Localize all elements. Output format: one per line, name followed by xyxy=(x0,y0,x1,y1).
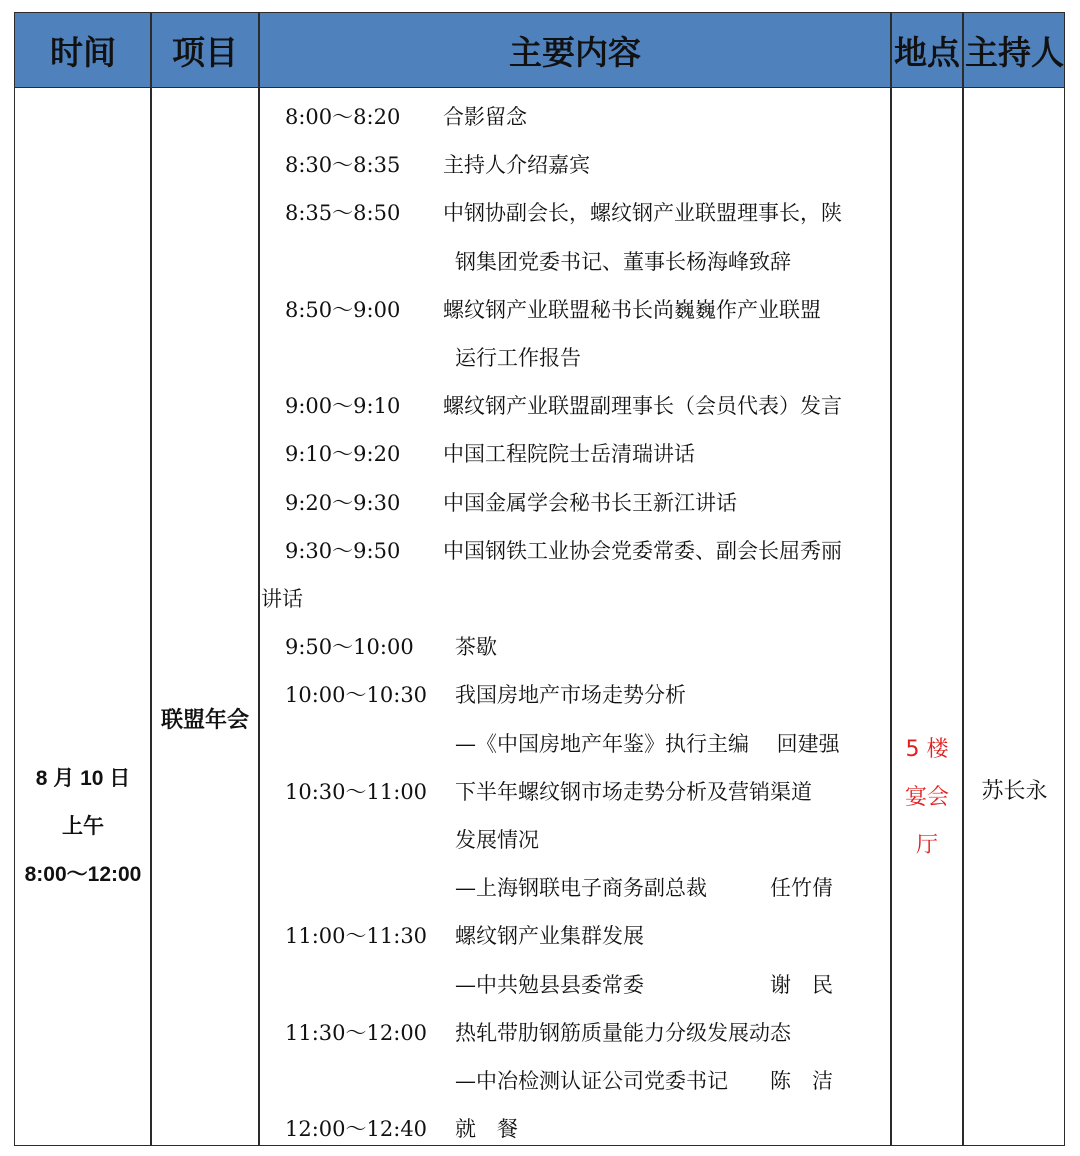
program-time: 11:00～11:30 xyxy=(285,924,428,949)
program-time: 8:30～8:35 xyxy=(285,153,401,178)
header-host: 主持人 xyxy=(965,32,1064,72)
program-line xyxy=(259,147,891,183)
program-line xyxy=(259,726,891,762)
program-time: 9:00～9:10 xyxy=(285,394,401,419)
program-time: 9:20～9:30 xyxy=(285,490,401,515)
program-time: 12:00～12:40 xyxy=(285,1117,428,1142)
program-text: 茶歇 xyxy=(455,635,497,660)
program-time: 8:00～8:20 xyxy=(285,105,401,129)
program-line xyxy=(259,388,891,424)
program-text: —中共勉县县委常委 谢 民 xyxy=(455,972,833,997)
program-line xyxy=(259,1015,891,1051)
program-line xyxy=(259,340,891,376)
program-text: 螺纹钢产业联盟秘书长尚巍巍作产业联盟 xyxy=(443,297,821,322)
period-text: 上午 xyxy=(62,815,104,838)
program-line xyxy=(259,629,891,665)
host-cell: 苏长永 xyxy=(981,779,1048,804)
program-text: 就 餐 xyxy=(455,1117,518,1142)
program-time: 8:35～8:50 xyxy=(285,201,401,226)
program-line xyxy=(259,195,891,231)
date-cell xyxy=(15,755,151,899)
program-time: 9:10～9:20 xyxy=(285,442,401,467)
program-time: 11:30～12:00 xyxy=(285,1020,428,1045)
program-line xyxy=(259,485,891,521)
venue-line: 5 楼 xyxy=(905,737,949,762)
venue-cell xyxy=(891,726,963,870)
program-line xyxy=(259,774,891,810)
date-text: 8 月 10 日 xyxy=(35,767,131,790)
program-line xyxy=(259,1111,891,1147)
header-content: 主要内容 xyxy=(509,32,641,72)
program-line xyxy=(259,918,891,954)
time-range-text: 8:00～12:00 xyxy=(24,863,142,886)
item-cell: 联盟年会 xyxy=(160,708,249,733)
program-text: 发展情况 xyxy=(455,828,539,852)
table-header xyxy=(15,13,1064,88)
program-text: 中国工程院院士岳清瑞讲话 xyxy=(443,442,695,467)
program-text: —中冶检测认证公司党委书记 陈 洁 xyxy=(455,1069,833,1093)
program-line xyxy=(259,436,891,472)
program-time: 8:50～9:00 xyxy=(285,297,401,322)
program-line xyxy=(259,244,891,280)
program-text: 螺纹钢产业集群发展 xyxy=(455,924,644,949)
header-item: 项目 xyxy=(172,32,238,72)
program-text: 运行工作报告 xyxy=(455,346,581,370)
header-venue: 地点 xyxy=(894,32,960,72)
program-text: 讲话 xyxy=(261,587,303,611)
program-text: 下半年螺纹钢市场走势分析及营销渠道 xyxy=(455,779,812,804)
program-text: —《中国房地产年鉴》执行主编 回建强 xyxy=(455,731,840,756)
program-text: 螺纹钢产业联盟副理事长（会员代表）发言 xyxy=(443,394,842,419)
program-time: 9:30～9:50 xyxy=(285,538,401,563)
program-time: 9:50～10:00 xyxy=(285,635,414,660)
program-text: 中钢协副会长，螺纹钢产业联盟理事长，陕 xyxy=(443,201,842,226)
program-text: 钢集团党委书记、董事长杨海峰致辞 xyxy=(455,249,791,274)
program-line xyxy=(259,99,891,135)
program-list xyxy=(259,87,891,1145)
program-line xyxy=(259,967,891,1003)
program-text: 热轧带肋钢筋质量能力分级发展动态 xyxy=(455,1020,791,1045)
column-divider xyxy=(150,13,152,1145)
program-line xyxy=(259,292,891,328)
program-time: 10:30～11:00 xyxy=(285,779,428,804)
program-text: 主持人介绍嘉宾 xyxy=(443,153,590,178)
program-line xyxy=(259,677,891,713)
program-text: 我国房地产市场走势分析 xyxy=(455,683,686,708)
column-divider xyxy=(962,13,964,1145)
agenda-table xyxy=(14,12,1065,1146)
program-text: 合影留念 xyxy=(443,105,527,129)
program-line xyxy=(259,581,891,617)
program-text: 中国金属学会秘书长王新江讲话 xyxy=(443,490,737,515)
program-text: 中国钢铁工业协会党委常委、副会长屈秀丽 xyxy=(443,538,842,563)
venue-line: 厅 xyxy=(915,833,938,858)
header-time: 时间 xyxy=(50,32,116,72)
venue-line: 宴会 xyxy=(904,785,949,810)
program-line xyxy=(259,822,891,858)
program-text: —上海钢联电子商务副总裁 任竹倩 xyxy=(455,876,833,901)
program-line xyxy=(259,870,891,906)
program-line xyxy=(259,1063,891,1099)
program-line xyxy=(259,533,891,569)
program-time: 10:00～10:30 xyxy=(285,683,428,708)
